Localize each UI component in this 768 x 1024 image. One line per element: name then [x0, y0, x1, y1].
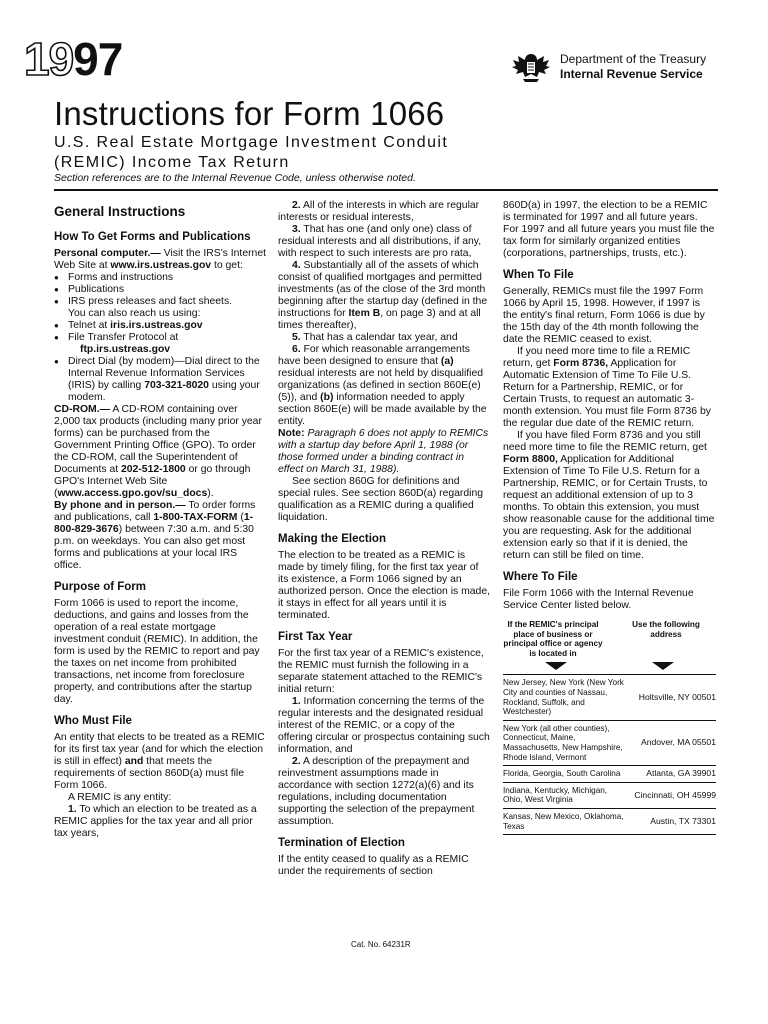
- form-8800-paragraph: If you have filed Form 8736 and you still need more time to file the REMIC return, get Form 8800, Application for Additional Extension of Time To File U.S. Return for a Partnership, REMIC, or for Certain Trusts, to request an additional extension of up to 3 months. To obtain this extension, you must show reasonable cause for the additional time you are requesting. Ask for the additional extension early so that if it is denied, the return can still be filed on time.: [503, 430, 715, 561]
- personal-computer-paragraph: Personal computer.— Visit the IRS's Internet Web Site at www.irs.ustreas.gov to get:: [54, 248, 266, 271]
- table-row: [503, 765, 716, 782]
- remic-item-1: 1. To which an election to be treated as a REMIC applies for the tax year and all prior tax years,: [54, 804, 257, 839]
- treasury-eagle-icon: [510, 50, 552, 84]
- remic-item-3: 3. That has one (and only one) class of residual interests and all distributions, if any, with respect to such interests are pro rata,: [278, 224, 482, 259]
- remic-definition-intro: A REMIC is any entity:: [68, 792, 172, 803]
- form-8736-paragraph: If you need more time to file a REMIC return, get Form 8736, Application for Automatic Extension of Time To File U.S. Return for a Partnership, REMIC, or for Certain Trusts, to request an automatic 3-month extension. You must file Form 8736 by the regular due date of the REMIC return.: [503, 346, 711, 429]
- form-year: [24, 33, 123, 85]
- heading-termination-of-election: Termination of Election: [278, 837, 405, 849]
- list-item: ● IRS press releases and fact sheets.: [54, 296, 266, 308]
- department-name: Department of the Treasury: [560, 52, 707, 66]
- service-center-table: [503, 620, 716, 835]
- heading-where-to-file: Where To File: [503, 571, 578, 583]
- when-to-file-paragraph: Generally, REMICs must file the 1997 Form 1066 by April 15, 1998. However, if 1997 is the entity's final return, Form 1066 is due by the 15th day of the 4th month following the date the REMIC ceased to exist.: [503, 286, 705, 345]
- list-item: ● Forms and instructions: [54, 272, 266, 284]
- year-solid: 97: [73, 33, 123, 85]
- see-section-paragraph: See section 860G for definitions and special rules. See section 860D(a) regarding qualification as a REMIC during a qualified liquidation.: [278, 476, 484, 523]
- table-header-address: Use the following address: [632, 620, 700, 639]
- who-must-file-paragraph: An entity that elects to be treated as a REMIC for its first tax year (and for which the election is still in effect) and that meets the requirements of section 860D(a) must file Form 1066.: [54, 732, 265, 791]
- subtitle-line-2: (REMIC) Income Tax Return: [54, 154, 290, 171]
- first-year-item-1: 1. Information concerning the terms of the regular interests and the designated residual interest of the REMIC, or a copy of the offering circular or prospectus containing such information, and: [278, 696, 490, 755]
- catalog-number: Cat. No. 64231R: [351, 940, 411, 949]
- table-arrows: [503, 662, 716, 670]
- table-cell-address: Atlanta, GA 39901: [646, 768, 716, 779]
- column-1: [54, 200, 266, 840]
- remic-item-6: 6. For which reasonable arrangements have been designed to ensure that (a) residual interests are not held by disqualified organizations (as defined in section 860E(e)(5)), and (b) information needed to apply section 860E(e) will be made available by the entity.: [278, 344, 487, 427]
- subtitle-line-1: U.S. Real Estate Mortgage Investment Conduit: [54, 134, 449, 151]
- where-to-file-paragraph: File Form 1066 with the Internal Revenue Service Center listed below.: [503, 588, 694, 611]
- heading-when-to-file: When To File: [503, 269, 574, 281]
- table-cell-address: Austin, TX 73301: [650, 815, 716, 826]
- making-election-paragraph: The election to be treated as a REMIC is made by timely filing, for the first tax year of its existence, a Form 1066 signed by an authorized person. Once the election is made, it stays in effect for all years until it is terminated.: [278, 550, 490, 621]
- table-cell-address: Andover, MA 05501: [640, 737, 716, 748]
- purpose-paragraph: Form 1066 is used to report the income, deductions, and gains and losses from the operation of a real estate mortgage investment conduit (REMIC). In addition, the form is used by the REMIC to report and pay the taxes on net income from prohibited transactions, net income from foreclosure property, and contributions after the startup day.: [54, 598, 260, 705]
- table-row: [503, 720, 716, 765]
- table-row: [503, 674, 716, 719]
- list-item: ● Publications: [54, 284, 266, 296]
- heading-general-instructions: General Instructions: [54, 204, 186, 219]
- first-tax-year-paragraph: For the first tax year of a REMIC's existence, the REMIC must furnish the following in a separate statement attached to the REMIC's initial return:: [278, 648, 484, 695]
- heading-first-tax-year: First Tax Year: [278, 631, 353, 643]
- down-arrow-icon: [652, 662, 674, 670]
- table-cell-address: Holtsville, NY 00501: [638, 691, 716, 702]
- heading-making-the-election: Making the Election: [278, 533, 386, 545]
- agency-name: Internal Revenue Service: [560, 67, 703, 81]
- column-2: [278, 200, 490, 878]
- also-reach-text: You can also reach us using:: [68, 308, 201, 319]
- year-outline: 19: [24, 33, 74, 85]
- heading-purpose-of-form: Purpose of Form: [54, 581, 147, 593]
- list-item: ● Direct Dial (by modem)—Dial direct to the Internal Revenue Information Services (IRIS) by calling 703-321-8020 using your modem.: [54, 356, 266, 404]
- table-row: [503, 808, 716, 835]
- list-item: ● Telnet at iris.irs.ustreas.gov: [54, 320, 266, 332]
- cd-rom-paragraph: CD-ROM.— A CD-ROM containing over 2,000 tax products (including many prior year forms) can be purchased from the Government Printing Office (GPO). To order the CD-ROM, call the Superintendent of Documents at 202-512-1800 or go through GPO's Internet Web Site (www.access.gpo.gov/su_docs).: [54, 404, 262, 499]
- table-row: [503, 782, 716, 808]
- table-header-location: If the REMIC's principal place of business or principal office or agency is located in: [503, 620, 603, 658]
- table-cell-states: Kansas, New Mexico, Oklahoma, Texas: [503, 811, 624, 831]
- first-year-item-2: 2. A description of the prepayment and reinvestment assumptions made in accordance with section 1272(a)(6) and its regulations, including documentation supporting the selection of the prepayment assumption.: [278, 756, 475, 827]
- table-cell-address: Cincinnati, OH 45999: [634, 789, 716, 800]
- phone-paragraph: By phone and in person.— To order forms and publications, call 1-800-TAX-FORM (1-800-829-3676) between 7:30 a.m. and 5:30 p.m. on weekdays. You can also get most forms and publications at your local IRS office.: [54, 500, 256, 571]
- table-cell-states: New York (all other counties), Connecticut, Maine, Massachusetts, New Hampshire, Rhode Island, Vermont: [503, 723, 623, 762]
- remic-item-5: 5. That has a calendar tax year, and: [292, 332, 458, 343]
- agency-block: [560, 52, 706, 82]
- section-reference-note: Section references are to the Internal Revenue Code, unless otherwise noted.: [54, 172, 416, 184]
- down-arrow-icon: [545, 662, 567, 670]
- web-site-list: [54, 272, 266, 308]
- remic-item-4: 4. Substantially all of the assets of which consist of qualified mortgages and permitted investments (as of the close of the 3rd month beginning after the startup day (defined in the instructions for Item B, on page 3) and at all times thereafter),: [278, 260, 488, 331]
- termination-paragraph: If the entity ceased to qualify as a REMIC under the requirements of section: [278, 854, 469, 877]
- note-paragraph: Note: Paragraph 6 does not apply to REMICs with a startup day before April 1, 1988 (or those formed under a binding contract in effect on March 31, 1988).: [278, 428, 489, 475]
- column-3: [503, 200, 716, 835]
- page-title: Instructions for Form 1066: [54, 95, 445, 132]
- table-header: [503, 620, 716, 658]
- remic-item-2: 2. All of the interests in which are regular interests or residual interests,: [278, 200, 480, 223]
- heading-how-to-get-forms: How To Get Forms and Publications: [54, 231, 251, 243]
- table-cell-states: Indiana, Kentucky, Michigan, Ohio, West Virginia: [503, 785, 608, 805]
- header-divider: [54, 189, 718, 191]
- list-item: ● File Transfer Protocol at ftp.irs.ustreas.gov: [54, 332, 266, 356]
- continued-paragraph: 860D(a) in 1997, the election to be a REMIC is terminated for 1997 and all future years. For 1997 and all future years you must file the tax form for similarly organized entities (corporations, partnerships, trusts, etc.).: [503, 200, 715, 259]
- table-cell-states: Florida, Georgia, South Carolina: [503, 769, 621, 779]
- form-subtitle: [54, 133, 448, 173]
- heading-who-must-file: Who Must File: [54, 715, 132, 727]
- table-cell-states: New Jersey, New York (New York City and counties of Nassau, Rockland, Suffolk, and Westchester): [503, 678, 624, 717]
- access-methods-list: [54, 320, 266, 404]
